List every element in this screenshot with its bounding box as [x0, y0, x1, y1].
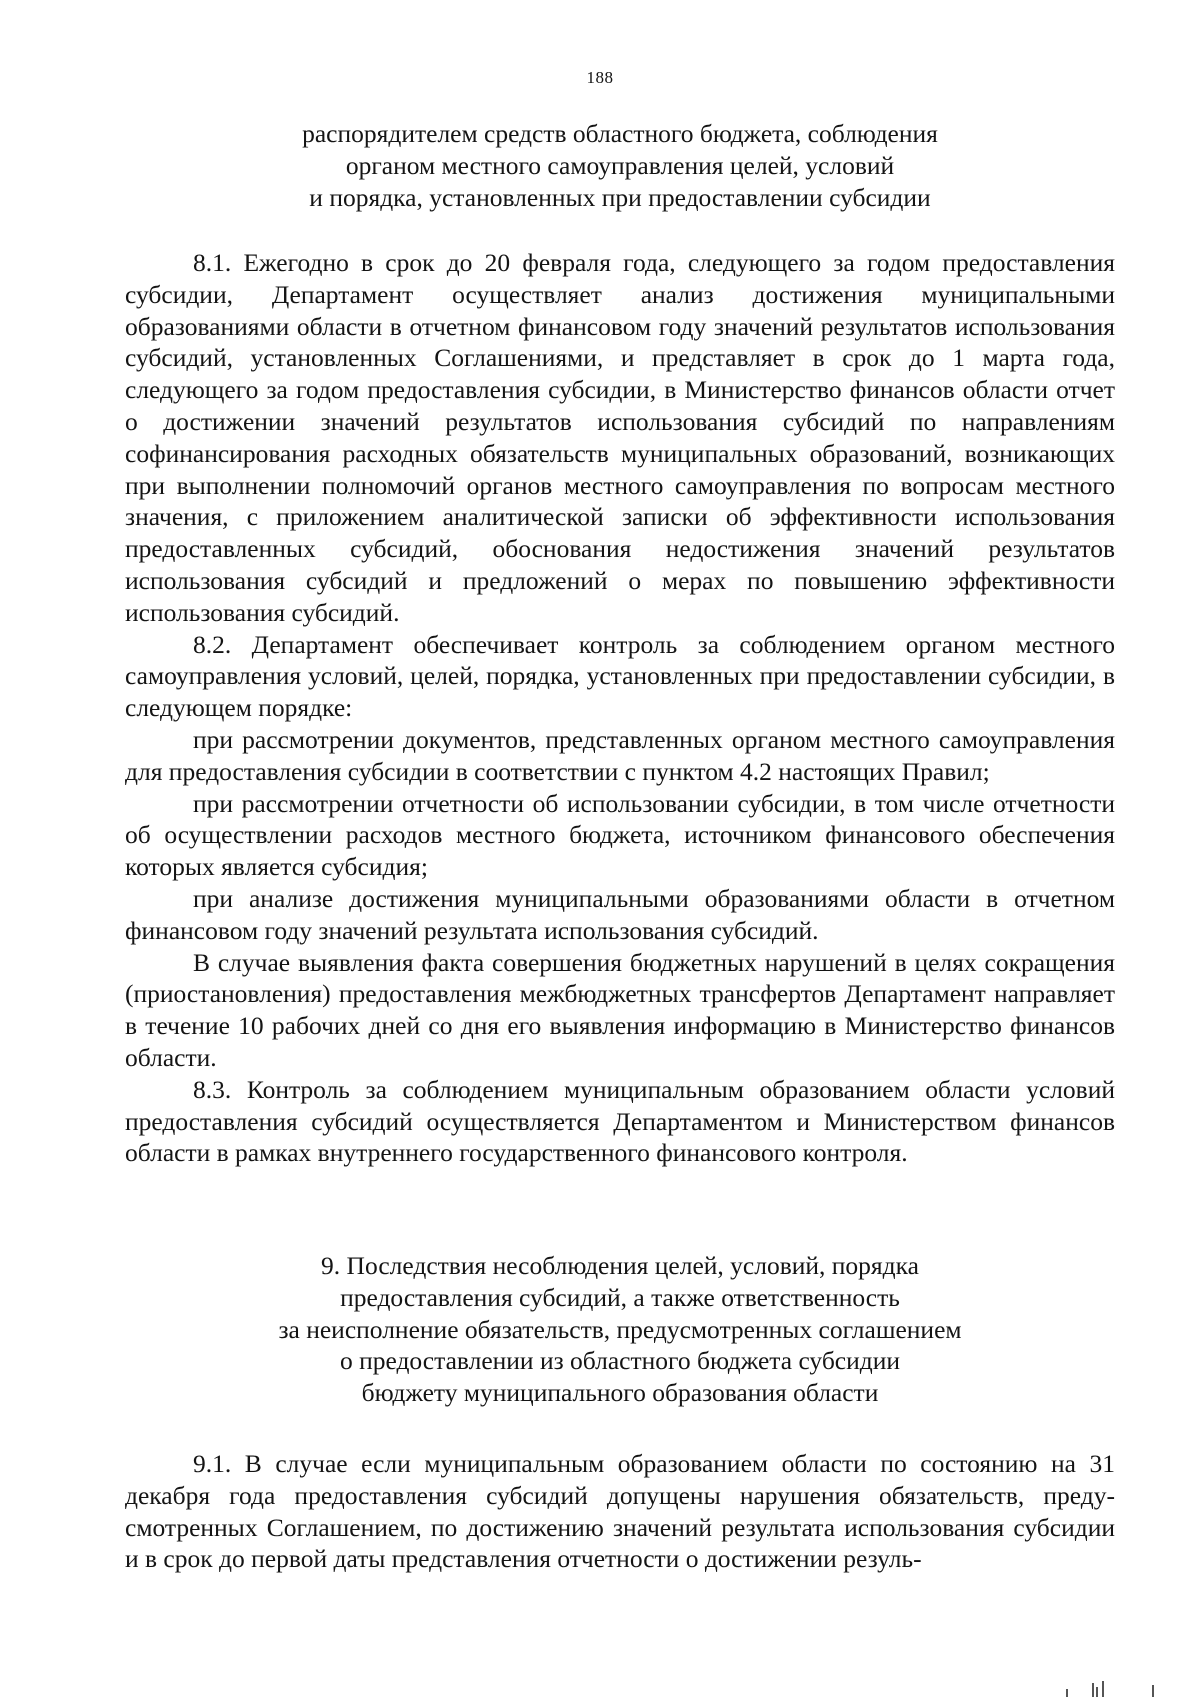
paragraph-8-1: 8.1. Ежегодно в срок до 20 февраля года, следующего за годом предоставления субсидии, Департамент осуществляет анализ достижения муниципальными образованиями области в отчетном финансовом году значений результатов использования субсидий, установленных Соглашениями, и представляет в срок до 1 марта года, следующего за годом предоставления субсидии, в Министерство финансов области отчет о достижении значений результатов использования субсидий по направлениям софинансирования расходных обязательств муниципальных образований, возникающих при выполнении полномочий органов местного самоуправления по вопросам местного значения, с приложением аналитической записки об эффективности использования предоставленных субсидий, обоснования недостижения значений результатов использования субсидий и предложений о мерах по повышению эффективности использования субсидий. — [125, 248, 1115, 627]
paragraph-8-2-item-reporting: при рассмотрении отчетности об использовании субсидии, в том числе отчетности об осуществлении расходов местного бюджета, источником финансового обеспечения которых является субсидия; — [125, 788, 1115, 882]
scan-artifact — [1062, 1677, 1172, 1697]
section-9-body — [125, 1448, 1115, 1575]
paragraph-8-2-violations: В случае выявления факта совершения бюджетных нарушений в целях сокращения (приостановления) предоставления межбюджетных трансфертов Департамент направляет в течение 10 рабочих дней со дня его выявления информацию в Министерство финансов области. — [125, 947, 1115, 1072]
heading-line: бюджету муниципального образования области — [361, 1378, 879, 1408]
heading-line: органом местного самоуправления целей, условий — [345, 150, 895, 180]
section-9-heading — [125, 1250, 1115, 1409]
heading-line: за неисполнение обязательств, предусмотренных соглашением — [278, 1314, 962, 1344]
heading-line: предоставления субсидий, а также ответственность — [340, 1282, 900, 1312]
heading-line: о предоставлении из областного бюджета субсидии — [339, 1346, 901, 1376]
section-8-heading — [125, 118, 1115, 213]
heading-line: и порядка, установленных при предоставлении субсидии — [309, 182, 931, 212]
paragraph-8-2: 8.2. Департамент обеспечивает контроль за соблюдением органом местного самоуправления условий, целей, порядка, установленных при предоставлении субсидии, в следующем порядке: — [125, 629, 1115, 723]
paragraph-8-2-item-analysis: при анализе достижения муниципальными образованиями области в отчетном финансовом году значений результата использования субсидий. — [125, 883, 1115, 945]
paragraph-9-1: 9.1. В случае если муниципальным образованием области по состоянию на 31 декабря года предоставления субсидий допущены нарушения обязательств, предусмотренных Соглашением, по достижению значений результата использования субсидии и в срок до первой даты представления отчетности о достижении резуль- — [125, 1449, 1115, 1574]
heading-line: распорядителем средств областного бюджета, соблюдения — [302, 119, 938, 148]
page-number: 188 — [586, 68, 614, 87]
paragraph-8-2-item-documents: при рассмотрении документов, представленных органом местного самоуправления для предоставления субсидии в соответствии с пунктом 4.2 настоящих Правил; — [125, 724, 1115, 786]
heading-line: 9. Последствия несоблюдения целей, условий, порядка — [321, 1251, 919, 1280]
section-8-body — [125, 247, 1115, 1169]
paragraph-8-3: 8.3. Контроль за соблюдением муниципальным образованием области условий предоставления субсидий осуществляется Департаментом и Министерством финансов области в рамках внутреннего государственного финансового контроля. — [125, 1074, 1115, 1168]
